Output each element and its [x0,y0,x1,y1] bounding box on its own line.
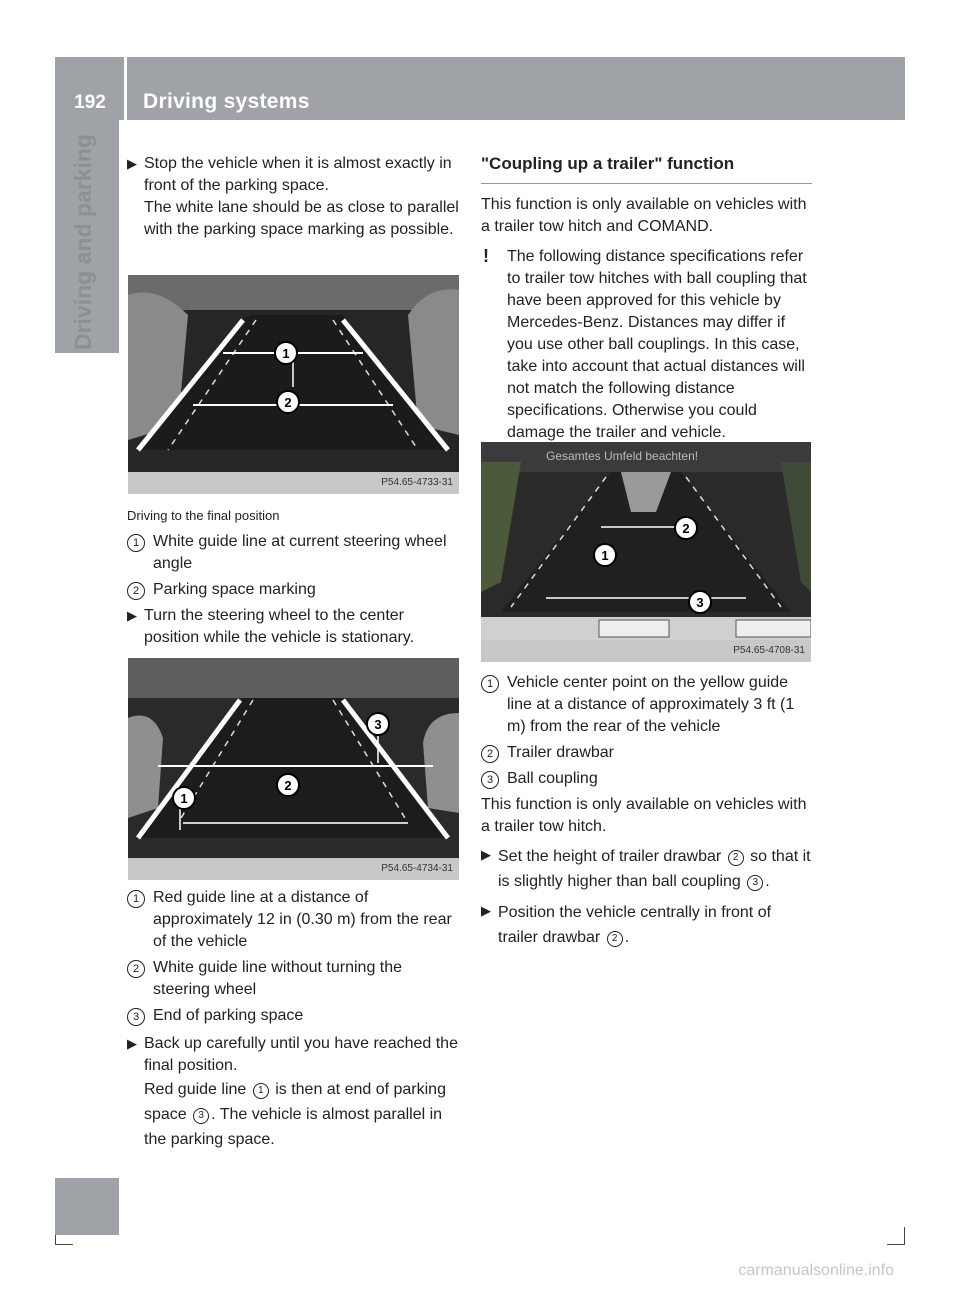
legend-text: White guide line at current steering wheel angle [153,533,447,572]
step-note-part: . The vehicle is almost parallel in the parking space. [144,1106,443,1148]
camera-image-final-position [128,275,459,494]
svg-text:1: 1 [282,346,290,361]
footer-watermark: carmanualsonline.info [738,1262,894,1279]
svg-text:3: 3 [374,717,382,732]
image-code: P54.65-4708-31 [481,640,811,662]
legend-item [481,742,812,764]
step-arrow-icon: ▶ [127,1036,137,1051]
step-text [498,900,812,950]
svg-text:3: 3 [696,595,704,610]
callout-number: 3 [193,1108,209,1124]
legend-item [127,887,460,953]
camera-image-trailer [481,442,811,662]
step-text: Stop the vehicle when it is almost exactly in front of the parking space. [144,155,452,194]
callout-number: 2 [481,745,499,763]
trailer-camera-view [481,442,811,662]
step-text-part: Set the height of trailer drawbar [498,848,726,865]
step-arrow-icon: ▶ [127,156,137,171]
step-note: The white lane should be as close to parallel with the parking space marking as possible. [144,199,459,238]
step-text [498,844,812,894]
intro-paragraph: This function is only available on vehicles with a trailer tow hitch and COMAND. [481,196,807,235]
step-text: Back up carefully until you have reached the final position. [144,1035,458,1074]
svg-text:1: 1 [601,548,609,563]
step-text-part: . [765,873,770,890]
figure-caption: Driving to the final position [127,508,280,523]
overlay-text: Gesamtes Umfeld beachten! [546,449,699,463]
svg-text:2: 2 [284,395,292,410]
crop-mark [55,1244,73,1245]
step-text-part: . [624,929,630,946]
svg-text:2: 2 [284,778,292,793]
step-text: Turn the steering wheel to the center position while the vehicle is stationary. [144,607,415,646]
legend-text: Vehicle center point on the yellow guide line at a distance of approximately 3 ft (1 m) from the rear of the vehicle [507,674,795,735]
camera-image-guide-lines [128,658,459,880]
callout-number: 2 [127,960,145,978]
legend-text: White guide line without turning the steering wheel [153,959,403,998]
parking-camera-view [128,658,459,880]
left-column-part3 [127,887,460,1158]
image-code: P54.65-4733-31 [128,472,459,494]
sidebar-tab [55,1178,119,1235]
left-column [127,153,460,247]
section-heading: "Coupling up a trailer" function [481,153,812,184]
step-set-height [481,844,812,894]
step-stop-vehicle [127,153,460,241]
svg-text:2: 2 [682,521,690,536]
chapter-label [70,286,97,350]
legend-item [481,672,812,738]
image-code: P54.65-4734-31 [128,858,459,880]
crop-mark [887,1244,905,1245]
step-note [144,1077,460,1152]
callout-number: 1 [127,534,145,552]
step-arrow-icon: ▶ [481,903,491,918]
step-arrow-icon: ▶ [481,847,491,862]
callout-number: 1 [481,675,499,693]
right-column [481,153,812,444]
crop-mark [904,1227,905,1245]
callout-number: 2 [607,931,623,947]
legend-text: Red guide line at a distance of approximately 12 in (0.30 m) from the rear of the vehicle [153,889,452,950]
body-paragraph: This function is only available on vehicles with a trailer tow hitch. [481,796,807,835]
callout-number: 3 [747,875,763,891]
parking-camera-view [128,275,459,494]
right-column-part2 [481,672,812,956]
header-divider [124,57,127,120]
step-text-part: Position the vehicle centrally in front of trailer drawbar [498,904,772,946]
legend-item [481,768,812,790]
legend-text: Trailer drawbar [507,744,614,761]
callout-number: 1 [127,890,145,908]
page-title: Driving systems [143,90,310,113]
callout-number: 2 [127,582,145,600]
left-column-part2 [127,505,460,655]
step-note-part: is then at end of parking space [144,1081,446,1123]
callout-number: 3 [481,771,499,789]
warning-icon: ! [483,246,489,266]
callout-number: 3 [127,1008,145,1026]
step-position-vehicle [481,900,812,950]
legend-item [127,957,460,1001]
callout-number: 2 [728,850,744,866]
legend-text: Parking space marking [153,581,316,598]
page-number: 192 [74,92,106,113]
warning-text: The following distance specifications refer to trailer tow hitches with ball coupling that have been approved for this vehicle by Mercedes-Benz. Distances may differ if you use other ball couplings. In this case, take into account that actual distances will not match the following distance specifications. Otherwise you could damage the trailer and vehicle. [507,248,807,441]
warning-note [481,246,812,444]
svg-text:1: 1 [180,791,188,806]
legend-text: End of parking space [153,1007,304,1024]
legend-text: Ball coupling [507,770,598,787]
legend-item [127,531,460,575]
step-text-part: so that it is slightly higher than ball coupling [498,848,811,890]
legend-item [127,1005,460,1027]
page-header [55,57,905,120]
callout-number: 1 [253,1083,269,1099]
step-arrow-icon: ▶ [127,608,137,623]
step-center-wheel [127,605,460,649]
step-note-part: Red guide line [144,1081,251,1098]
legend-item [127,579,460,601]
step-back-up [127,1033,460,1152]
